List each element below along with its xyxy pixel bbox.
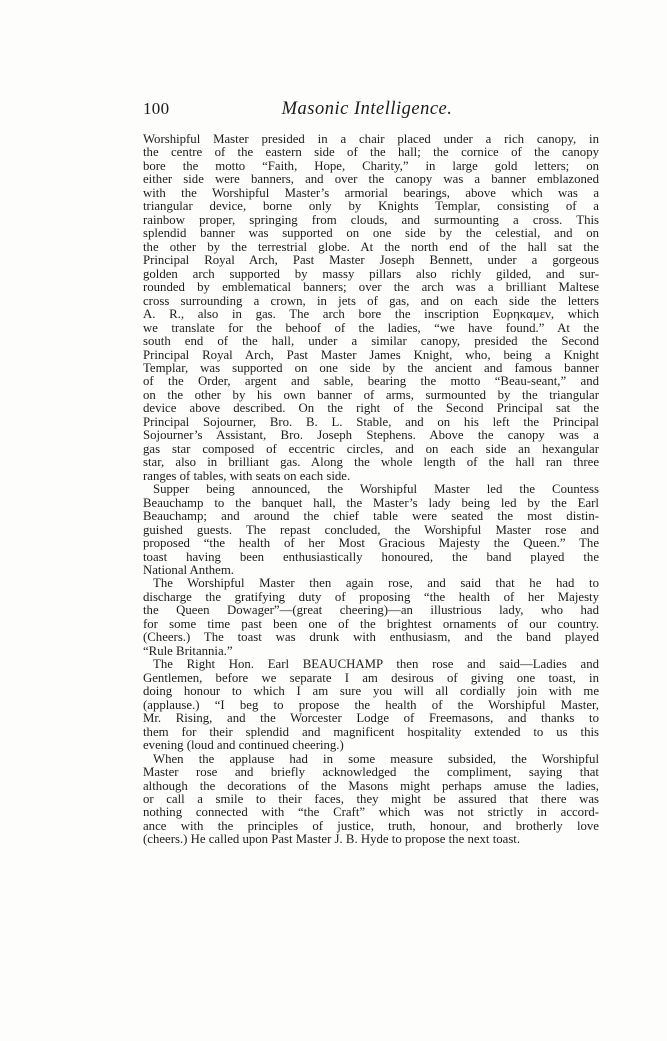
paragraph xyxy=(143,753,599,847)
running-title: Masonic Intelligence. xyxy=(281,99,453,119)
body-text xyxy=(143,133,599,847)
paragraph xyxy=(143,483,599,577)
paragraph xyxy=(143,133,599,483)
text-line: the centre of the eastern side of the hall; the cornice of the canopy xyxy=(143,146,599,160)
text-line: the other by the terrestrial globe. At the north end of the hall sat the xyxy=(143,240,599,254)
text-line: When the applause had in some measure subsided, the Worshipful xyxy=(153,752,599,766)
text-line: on the other by his own banner of arms, surmounted by the triangular xyxy=(143,388,599,402)
text-line: ranges of tables, with seats on each side. xyxy=(143,469,351,483)
text-line: guished guests. The repast concluded, the Worshipful Master rose and xyxy=(143,523,599,537)
text-line: rounded by emblematical banners; over the arch was a brilliant Maltese xyxy=(143,281,599,295)
text-line: although the decorations of the Masons might perhaps amuse the ladies, xyxy=(143,779,599,793)
paragraph xyxy=(143,577,599,658)
text-line: evening (loud and continued cheering.) xyxy=(143,739,344,753)
text-line: with the Worshipful Master’s armorial bearings, above which was a xyxy=(143,186,599,200)
text-line: south end of the hall, under a similar canopy, presided the Second xyxy=(143,335,599,349)
text-line: proposed “the health of her Most Gracious Majesty the Queen.” The xyxy=(143,537,599,551)
text-line: Gentlemen, before we separate I am desirous of giving one toast, in xyxy=(143,671,599,685)
text-line: bore the motto “Faith, Hope, Charity,” in large gold letters; on xyxy=(143,159,599,173)
page-number: 100 xyxy=(143,99,170,118)
text-line: star, also in brilliant gas. Along the whole length of the hall ran three xyxy=(143,456,599,470)
text-line: A. R., also in gas. The arch bore the inscription Ευρηκαμεν, which xyxy=(143,308,599,322)
text-line: Mr. Rising, and the Worcester Lodge of Freemasons, and thanks to xyxy=(143,712,599,726)
text-line: Supper being announced, the Worshipful Master led the Countess xyxy=(153,483,599,497)
text-line: Beauchamp; and around the chief table were seated the most distin- xyxy=(143,510,599,524)
text-line: triangular device, borne only by Knights Templar, consisting of a xyxy=(143,200,599,214)
text-line: of the Order, argent and sable, bearing the motto “Beau-seant,” and xyxy=(143,375,599,389)
page-header xyxy=(143,99,591,125)
text-line: National Anthem. xyxy=(143,564,234,577)
paragraph xyxy=(143,658,599,752)
text-line: cross surrounding a crown, in jets of gas, and on each side the letters xyxy=(143,294,599,308)
text-line: toast having been enthusiastically honoured, the band played the xyxy=(143,550,599,564)
text-line: The Right Hon. Earl BEAUCHAMP then rose and said—Ladies and xyxy=(153,658,599,672)
text-line: Worshipful Master presided in a chair placed under a rich canopy, in xyxy=(143,133,599,146)
text-line: ance with the principles of justice, truth, honour, and brotherly love xyxy=(143,819,599,833)
text-line: splendid banner was supported on one side by the celestial, and on xyxy=(143,227,599,241)
text-line: rainbow proper, springing from clouds, and surmounting a cross. This xyxy=(143,213,599,227)
text-line: Principal Royal Arch, Past Master James Knight, who, being a Knight xyxy=(143,348,599,362)
text-line: (applause.) “I beg to propose the health of the Worshipful Master, xyxy=(143,698,599,712)
text-line: golden arch supported by massy pillars also richly gilded, and sur- xyxy=(143,267,599,281)
text-line: Principal Sojourner, Bro. B. L. Stable, and on his left the Principal xyxy=(143,415,599,429)
text-line: we translate for the behoof of the ladies, “we have found.” At the xyxy=(143,321,599,335)
text-line: or call a smile to their faces, they might be assured that there was xyxy=(143,792,599,806)
text-line: Templar, was supported on one side by the ancient and famous banner xyxy=(143,361,599,375)
text-line: for some time past been one of the brightest ornaments of our country. xyxy=(143,617,599,631)
text-line: nothing connected with “the Craft” which was not strictly in accord- xyxy=(143,806,599,820)
text-line: Principal Royal Arch, Past Master Joseph Bennett, under a gorgeous xyxy=(143,254,599,268)
text-line: (cheers.) He called upon Past Master J. B. Hyde to propose the next toast. xyxy=(143,833,521,847)
text-line: (Cheers.) The toast was drunk with enthusiasm, and the band played xyxy=(143,631,599,645)
text-line: the Queen Dowager”—(great cheering)—an illustrious lady, who had xyxy=(143,604,599,618)
text-line: The Worshipful Master then again rose, and said that he had to xyxy=(153,577,599,591)
text-line: Sojourner’s Assistant, Bro. Joseph Stephens. Above the canopy was a xyxy=(143,429,599,443)
text-line: device above described. On the right of the Second Principal sat the xyxy=(143,402,599,416)
text-line: “Rule Britannia.” xyxy=(143,644,233,658)
text-line: either side were banners, and over the canopy was a banner emblazoned xyxy=(143,173,599,187)
text-line: doing honour to which I am sure you will all cordially join with me xyxy=(143,685,599,699)
text-line: Master rose and briefly acknowledged the compliment, saying that xyxy=(143,766,599,780)
text-line: discharge the gratifying duty of proposing “the health of her Majesty xyxy=(143,590,599,604)
text-line: gas star composed of eccentric circles, and on each side an hexangular xyxy=(143,442,599,456)
text-line: them for their splendid and magnificent hospitality extended to us this xyxy=(143,725,599,739)
text-line: Beauchamp to the banquet hall, the Master’s lady being led by the Earl xyxy=(143,496,599,510)
